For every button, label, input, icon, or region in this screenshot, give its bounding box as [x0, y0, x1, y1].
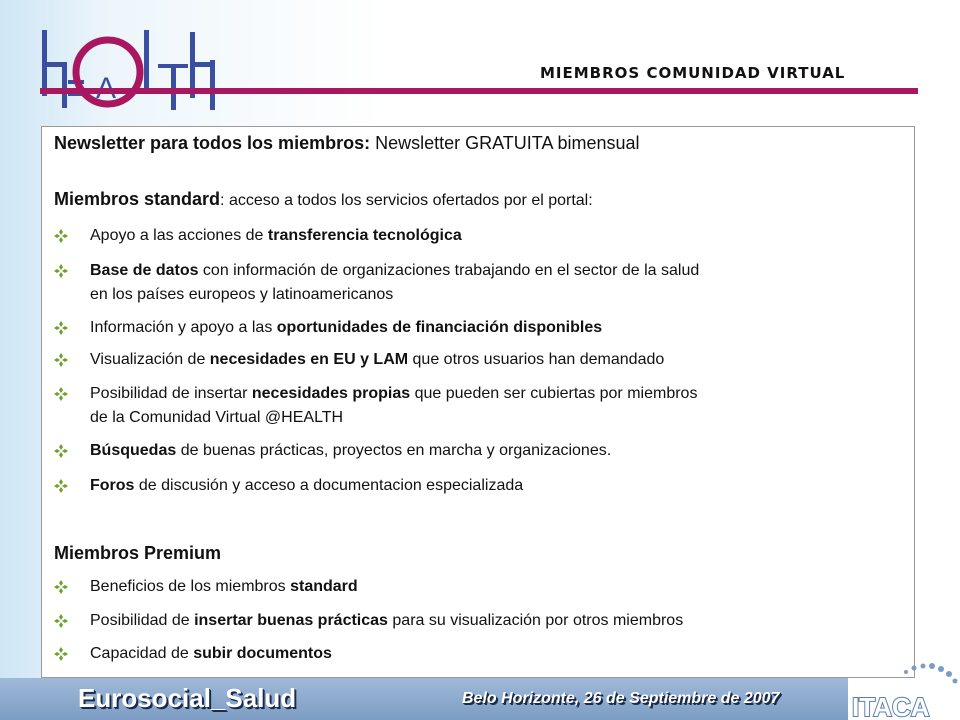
- list-item: Capacidad de subir documentos: [90, 645, 332, 662]
- diamond-bullet-icon: [53, 386, 69, 402]
- list-item: Apoyo a las acciones de transferencia tecnológica: [90, 227, 462, 244]
- list-item: Información y apoyo a las oportunidades de financiación disponibles: [90, 319, 603, 336]
- content-panel: [41, 126, 915, 678]
- list-item: Visualización de necesidades en EU y LAM que otros usuarios han demandado: [90, 351, 665, 368]
- newsletter-label: Newsletter para todos los miembros:: [54, 133, 371, 153]
- itaca-logo: [848, 660, 960, 720]
- premium-label: Miembros Premium: [54, 543, 222, 563]
- list-item: Posibilidad de insertar buenas prácticas para su visualización por otros miembros: [90, 612, 684, 629]
- health-logo: [40, 22, 220, 114]
- list-item-continuation: en los países europeos y latinoamericanos: [90, 286, 394, 303]
- standard-text: : acceso a todos los servicios ofertados por el portal:: [220, 192, 593, 209]
- footer-event-date: Belo Horizonte, 26 de Septiembre de 2007: [462, 690, 780, 707]
- diamond-bullet-icon: [53, 579, 69, 595]
- diamond-bullet-icon: [53, 263, 69, 279]
- newsletter-line: [54, 133, 640, 154]
- diamond-bullet-icon: [53, 613, 69, 629]
- diamond-bullet-icon: [53, 320, 69, 336]
- standard-label: Miembros standard: [54, 189, 221, 209]
- list-item: Base de datos con información de organizaciones trabajando en el sector de la salud: [90, 262, 700, 279]
- diamond-bullet-icon: [53, 352, 69, 368]
- itaca-logo-text: ITACA: [852, 692, 930, 720]
- standard-heading: [54, 189, 593, 210]
- header-divider: [40, 88, 918, 94]
- list-item: Beneficios de los miembros standard: [90, 578, 358, 595]
- diamond-bullet-icon: [53, 443, 69, 459]
- diamond-bullet-icon: [53, 228, 69, 244]
- page-title: MIEMBROS COMUNIDAD VIRTUAL: [540, 64, 846, 82]
- footer-organization: Eurosocial_Salud: [78, 683, 297, 713]
- diamond-bullet-icon: [53, 646, 69, 662]
- list-item: Posibilidad de insertar necesidades propias que pueden ser cubiertas por miembros: [90, 385, 698, 402]
- premium-heading: [54, 543, 221, 564]
- list-item: Foros de discusión y acceso a documentacion especializada: [90, 477, 524, 494]
- newsletter-text: Newsletter GRATUITA bimensual: [370, 133, 640, 153]
- list-item-continuation: de la Comunidad Virtual @HEALTH: [90, 409, 344, 426]
- list-item: Búsquedas de buenas prácticas, proyectos en marcha y organizaciones.: [90, 442, 612, 459]
- diamond-bullet-icon: [53, 478, 69, 494]
